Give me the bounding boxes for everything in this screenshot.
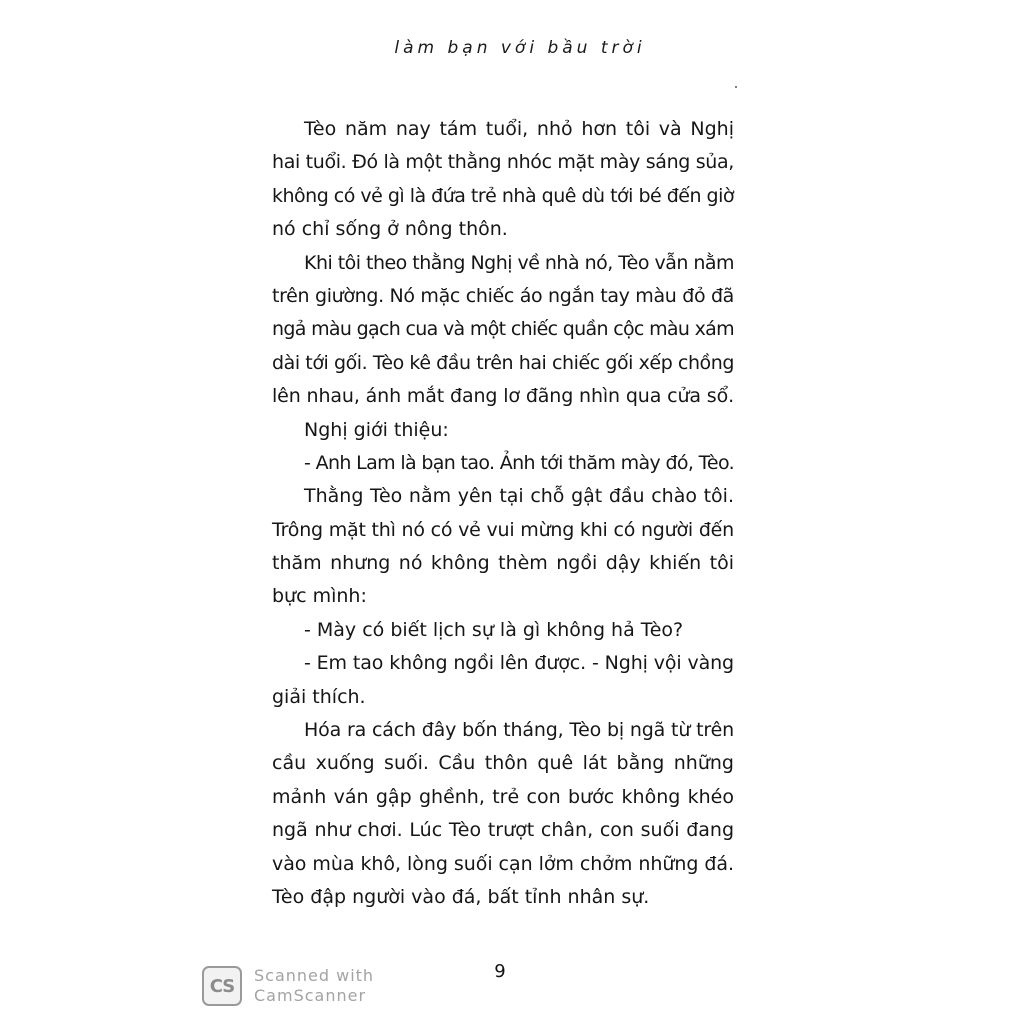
text-line: Trông mặt thì nó có vẻ vui mừng khi có người đến — [272, 518, 734, 541]
text-line: không có vẻ gì là đứa trẻ nhà quê dù tới bé đến giờ — [272, 184, 734, 207]
text-line: cầu xuống suối. Cầu thôn quê lát bằng những — [272, 752, 734, 775]
text-line: trên giường. Nó mặc chiếc áo ngắn tay màu đỏ đã — [272, 284, 734, 307]
text-line: bực mình: — [272, 585, 367, 608]
running-header: làm bạn với bầu trời — [394, 38, 646, 58]
scan-speck — [735, 86, 737, 88]
watermark-line-1: Scanned with — [254, 966, 375, 985]
text-line: Hóa ra cách đây bốn tháng, Tèo bị ngã từ trên — [304, 719, 734, 742]
camscanner-logo-icon: CS — [202, 966, 242, 1006]
text-line: Khi tôi theo thằng Nghị về nhà nó, Tèo vẫn nằm — [304, 251, 734, 274]
text-line: hai tuổi. Đó là một thằng nhóc mặt mày sáng sủa, — [272, 151, 734, 174]
text-line: Nghị giới thiệu: — [304, 418, 449, 441]
text-line: giải thích. — [272, 685, 366, 708]
text-line: Thằng Tèo nằm yên tại chỗ gật đầu chào tôi. — [304, 485, 734, 508]
text-line: Tèo đập người vào đá, bất tỉnh nhân sự. — [272, 885, 650, 908]
text-line: lên nhau, ánh mắt đang lơ đãng nhìn qua cửa sổ. — [272, 385, 734, 408]
text-line: - Mày có biết lịch sự là gì không hả Tèo? — [304, 618, 684, 641]
text-line: nó chỉ sống ở nông thôn. — [272, 218, 508, 241]
page-number: 9 — [494, 961, 506, 982]
text-line: mảnh ván gập ghềnh, trẻ con bước không khéo — [272, 785, 734, 808]
text-line: ngã như chơi. Lúc Tèo trượt chân, con suối đang — [272, 819, 734, 842]
text-line: thăm nhưng nó không thèm ngồi dậy khiến tôi — [272, 552, 734, 575]
text-line: vào mùa khô, lòng suối cạn lởm chởm những đá. — [272, 852, 734, 875]
body-text — [272, 113, 734, 914]
text-line: Tèo năm nay tám tuổi, nhỏ hơn tôi và Nghị — [304, 118, 734, 140]
camscanner-watermark — [254, 966, 374, 1006]
text-line: - Em tao không ngồi lên được. - Nghị vội vàng — [304, 652, 734, 675]
text-line: dài tới gối. Tèo kê đầu trên hai chiếc gối xếp chồng — [272, 351, 734, 374]
text-line: - Anh Lam là bạn tao. Ảnh tới thăm mày đó, Tèo. — [304, 451, 734, 474]
watermark-line-2: CamScanner — [254, 986, 367, 1005]
text-line: ngả màu gạch cua và một chiếc quần cộc màu xám — [272, 318, 734, 341]
